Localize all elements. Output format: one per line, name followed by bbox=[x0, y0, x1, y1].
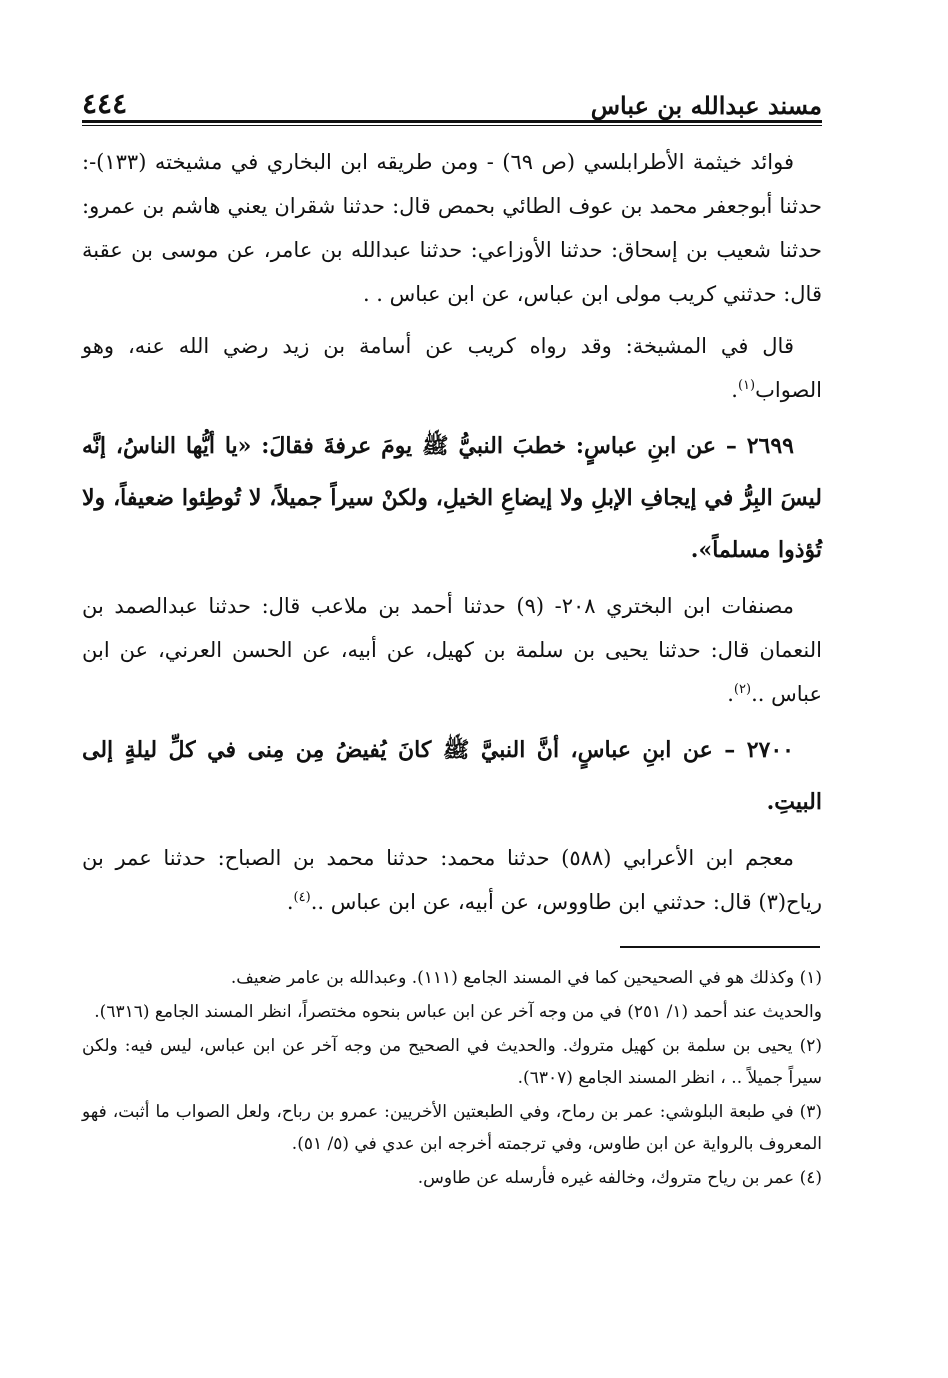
source-paragraph bbox=[82, 324, 822, 412]
header-rule bbox=[82, 120, 822, 126]
source-paragraph bbox=[82, 584, 822, 716]
footnote: (٤) عمر بن رياح متروك، وخالفه غيره فأرسله عن طاوس. bbox=[417, 1168, 822, 1188]
footnote: (٢) يحيى بن سلمة بن كهيل متروك. والحديث في الصحيح من وجه آخر عن ابن عباس، ليس فيه: ولكن سيراً جميلاً .. ، انظر المسند الجامع (٦٣٠٧). bbox=[82, 1036, 822, 1088]
paragraph-tail: . bbox=[727, 682, 734, 706]
footnote: والحديث عند أحمد (١/ ٢٥١) في من وجه آخر عن ابن عباس بنحوه مختصراً، انظر المسند الجامع (٦٣١٦). bbox=[94, 1002, 822, 1022]
footnote: (١) وكذلك هو في الصحيحين كما في المسند الجامع (١١١). وعبدالله بن عامر ضعيف. bbox=[230, 968, 822, 988]
hadith-text: ٢٧٠٠ – عن ابنِ عباسٍ، أنَّ النبيَّ ﷺ كانَ يُفيضُ مِن مِنى في كلِّ ليلةٍ إلى البيتِ. bbox=[82, 737, 822, 815]
main-text bbox=[82, 140, 822, 932]
page-number: ٤٤٤ bbox=[82, 87, 128, 120]
paragraph-tail: . bbox=[731, 378, 738, 402]
footnote-ref[interactable]: (٢) bbox=[733, 682, 752, 697]
source-paragraph bbox=[82, 836, 822, 924]
footnote-ref[interactable]: (١) bbox=[737, 378, 756, 393]
footnote-separator bbox=[620, 946, 820, 948]
paragraph-text: مصنفات ابن البختري ٢٠٨- (٩) حدثنا أحمد بن ملاعب قال: حدثنا عبدالصمد بن النعمان قال: حدثنا يحيى بن سلمة بن كهيل، عن أبيه، عن الحسن العرني، عن ابن عباس .. bbox=[82, 594, 822, 706]
hadith-text: ٢٦٩٩ – عن ابنِ عباسٍ: خطبَ النبيُّ ﷺ يومَ عرفةَ فقالَ: «يا أيُّها الناسُ، إنَّه ليسَ البِرُّ في إيجافِ الإبلِ ولا إيضاعِ الخيلِ، ولكنْ سيراً جميلاً، لا تُوطِئوا ضعيفاً، ولا تُؤذوا مسلماً». bbox=[82, 433, 822, 563]
running-header bbox=[82, 78, 822, 118]
hadith-paragraph bbox=[82, 724, 822, 828]
footnote-ref[interactable]: (٤) bbox=[293, 890, 311, 905]
running-title: مسند عبدالله بن عباس bbox=[590, 91, 822, 120]
paragraph-tail: . bbox=[286, 890, 294, 914]
source-paragraph bbox=[82, 140, 822, 316]
footnote: (٣) في طبعة البلوشي: عمر بن رماح، وفي الطبعتين الأخريين: عمرو بن رباح، ولعل الصواب ما أثبت، فهو المعروف بالرواية عن ابن طاوس، وفي ترجمته أخرجه ابن عدي في (٥/ ٥١). bbox=[82, 1102, 822, 1154]
footnotes bbox=[82, 962, 822, 1196]
paragraph-text: قال في المشيخة: وقد رواه كريب عن أسامة بن زيد رضي الله عنه، وهو الصواب bbox=[82, 334, 822, 402]
paragraph-text: فوائد خيثمة الأطرابلسي (ص ٦٩) - ومن طريقه ابن البخاري في مشيخته (١٣٣)-: حدثنا أبوجعفر محمد بن عوف الطائي بحمص قال: حدثنا شقران يعني هاشم بن عمرو: حدثنا شعيب بن إسحاق: حدثنا الأوزاعي: حدثنا عبدالله بن عامر، عن موسى بن عقبة قال: حدثني كريب مولى ابن عباس، عن ابن عباس . . bbox=[82, 150, 822, 306]
hadith-paragraph bbox=[82, 420, 822, 576]
paragraph-text: معجم ابن الأعرابي (٥٨٨) حدثنا محمد: حدثنا محمد بن الصباح: حدثنا عمر بن رياح(٣) قال: حدثني ابن طاووس، عن أبيه، عن ابن عباس .. bbox=[82, 846, 822, 914]
